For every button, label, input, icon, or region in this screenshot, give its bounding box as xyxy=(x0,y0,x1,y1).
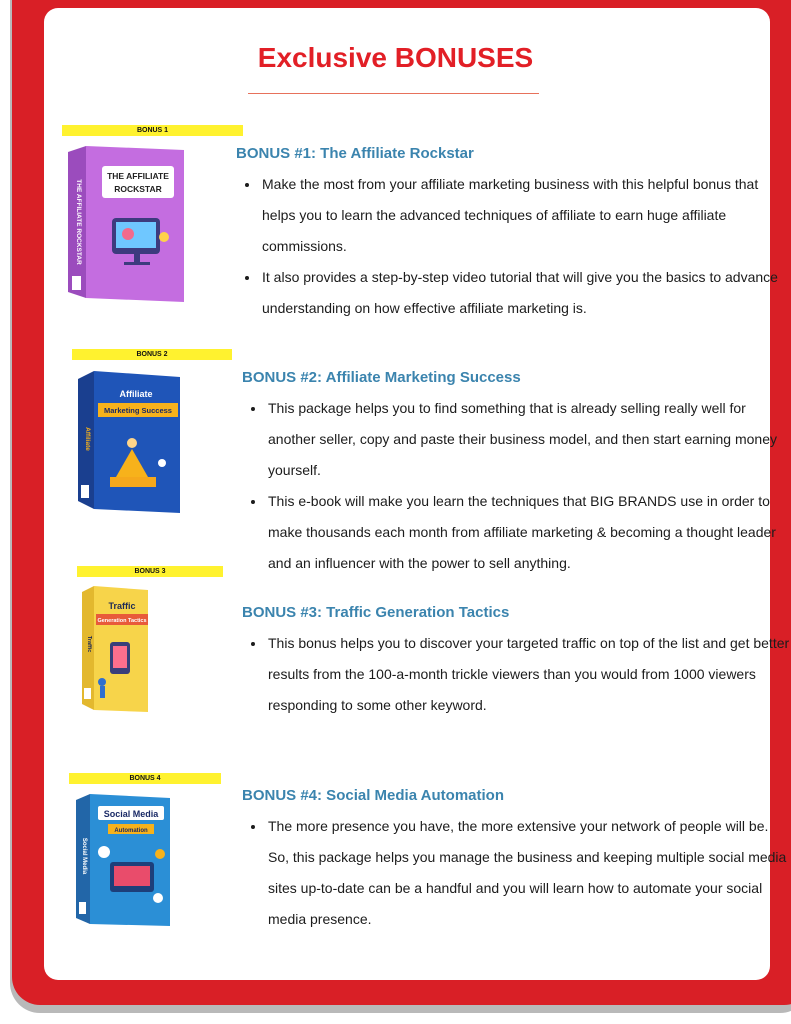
bonus-tag: BONUS 2 xyxy=(72,349,232,360)
bonus-heading: BONUS #1: The Affiliate Rockstar xyxy=(236,145,474,162)
box-title-line-1: Social Media xyxy=(103,809,159,819)
box-spine-text: Affiliate xyxy=(84,427,91,451)
box-title-line-1: THE AFFILIATE xyxy=(107,171,169,181)
bonus-tag: BONUS 4 xyxy=(69,773,221,784)
bonus-heading: BONUS #2: Affiliate Marketing Success xyxy=(242,369,521,386)
bonus-4-product-box xyxy=(74,792,174,926)
bullet-item: • Make the most from your affiliate marketing business with this helpful bonus that helps you to learn the advanced techniques of affiliate to earn huge affiliate commissions. xyxy=(260,169,790,262)
box-spine-text: Traffic xyxy=(86,635,92,653)
bonus-3-product-box xyxy=(80,584,150,712)
bonus-heading: BONUS #4: Social Media Automation xyxy=(242,787,504,804)
box-title-line-1: Affiliate xyxy=(119,389,153,399)
bonus-tag: BONUS 3 xyxy=(77,566,223,577)
box-title-line-2: Automation xyxy=(114,828,148,834)
box-spine-text: Social Media xyxy=(81,837,87,875)
bullet-item: • This e-book will make you learn the techniques that BIG BRANDS use in order to make thousands each month from affiliate marketing & becoming a thought leader and an influencer with the power to sell anything. xyxy=(266,486,790,579)
bullet-item: • The more presence you have, the more extensive your network of people will be. So, this package helps you manage the business and keeping multiple social media sites up-to-date can be a handful and you will learn how to automate your social media presence. xyxy=(266,811,790,935)
bonus-2-product-box xyxy=(74,367,184,513)
bonus-tag: BONUS 1 xyxy=(62,125,243,136)
bonus-bullet-list xyxy=(244,393,790,579)
bonus-1-product-box xyxy=(64,142,188,304)
box-title-line-1: Traffic xyxy=(108,601,136,611)
box-title-line-2: Marketing Success xyxy=(104,406,172,415)
bonus-heading: BONUS #3: Traffic Generation Tactics xyxy=(242,604,510,621)
bullet-item: • This bonus helps you to discover your targeted traffic on top of the list and get better results from the 100-a-month trickle viewers than you would from 1000 viewers responding to some other keyword. xyxy=(266,628,790,721)
bonus-bullet-list xyxy=(244,811,790,935)
page-title: Exclusive BONUSES xyxy=(257,42,534,73)
box-spine-text: THE AFFILIATE ROCKSTAR xyxy=(75,179,82,265)
title-divider xyxy=(248,93,539,94)
bullet-item: • This package helps you to find something that is already selling really well for another seller, copy and paste their business model, and then start earning money yourself. xyxy=(266,393,790,486)
box-title-line-2: Generation Tactics xyxy=(97,618,147,624)
bullet-item: • It also provides a step-by-step video tutorial that will give you the basics to advance understanding on how effective affiliate marketing is. xyxy=(260,262,790,324)
bonus-bullet-list xyxy=(238,169,790,324)
bonus-bullet-list xyxy=(244,628,790,721)
box-title-line-2: ROCKSTAR xyxy=(114,184,162,194)
